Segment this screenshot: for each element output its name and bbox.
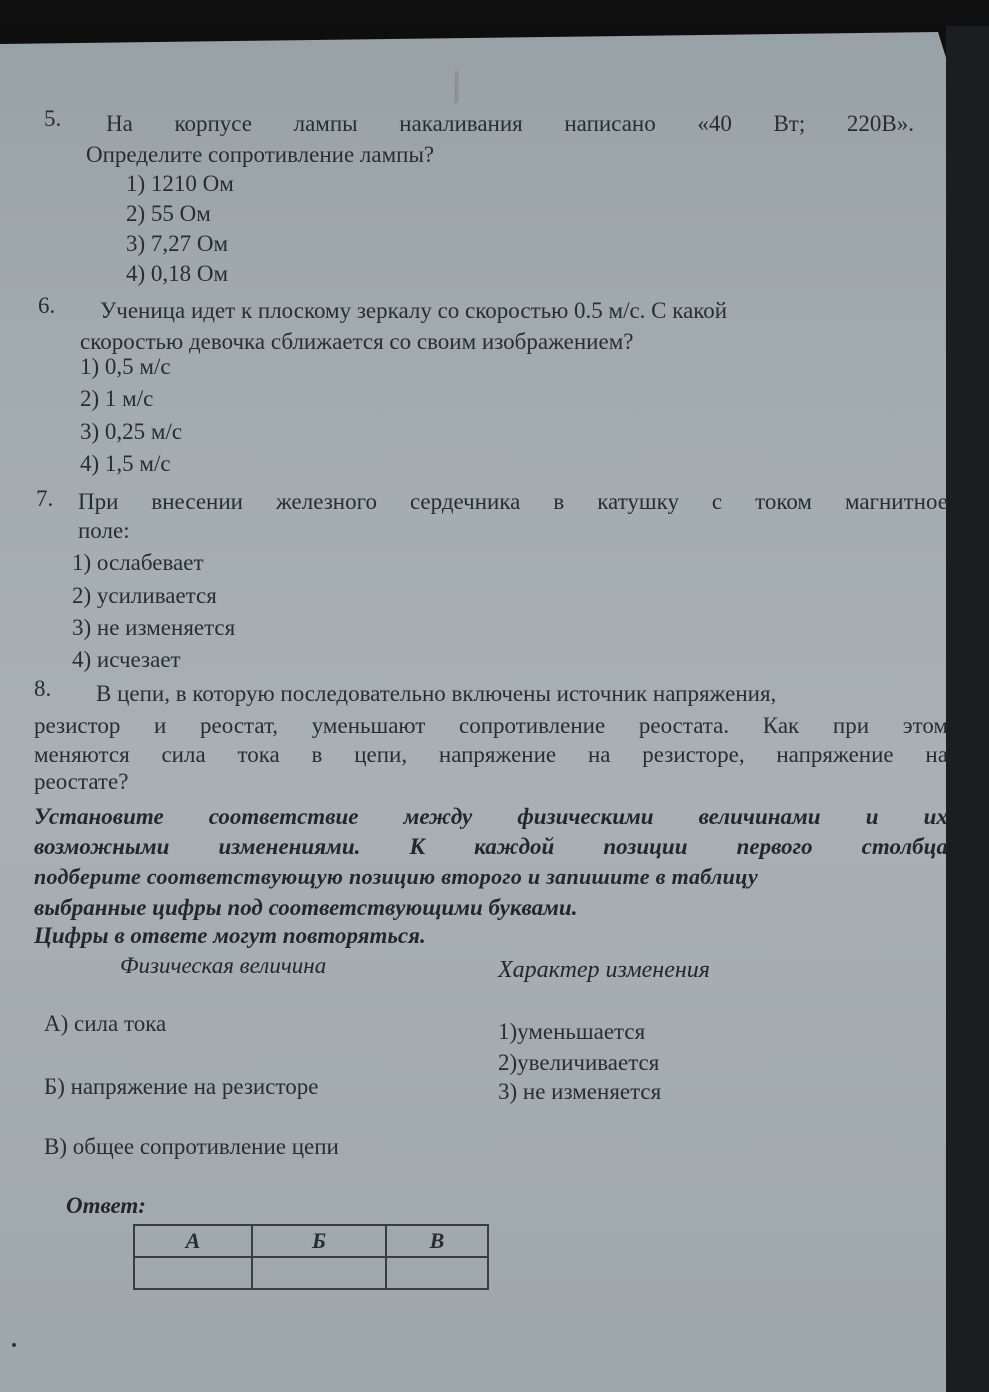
q8-line2: резистор и реостат, уменьшают сопротивление реостата. Как при этом bbox=[34, 713, 948, 738]
answer-table bbox=[133, 1224, 489, 1290]
answer-cell-v[interactable] bbox=[386, 1257, 488, 1289]
right-item-2: 2)увеличивается bbox=[498, 1050, 660, 1075]
q5-line2: Определите сопротивление лампы? bbox=[86, 142, 435, 167]
q5-option-2: 2) 55 Ом bbox=[126, 201, 211, 226]
q8-number: 8. bbox=[34, 676, 52, 701]
q8-instruction-line1: Установите соответствие между физическими величинами и их bbox=[34, 804, 948, 829]
q7-option-3: 3) не изменяется bbox=[72, 615, 236, 640]
q6-line2: скоростью девочка сближается со своим изображением? bbox=[80, 329, 634, 354]
q7-line2: поле: bbox=[78, 518, 130, 543]
right-dark-edge bbox=[946, 26, 989, 1392]
q8-line3: меняются сила тока в цепи, напряжение на резисторе, напряжение на bbox=[34, 742, 948, 767]
q6-option-1: 1) 0,5 м/с bbox=[80, 354, 171, 379]
left-item-b: Б) напряжение на резисторе bbox=[44, 1074, 319, 1099]
left-item-v: В) общее сопротивление цепи bbox=[44, 1134, 339, 1159]
q6-line1: Ученица идет к плоскому зеркалу со скоростью 0.5 м/с. С какой bbox=[100, 298, 728, 323]
left-item-a: А) сила тока bbox=[44, 1011, 167, 1036]
answer-cell-b[interactable] bbox=[252, 1257, 386, 1289]
q7-number: 7. bbox=[36, 486, 54, 511]
answer-label: Ответ: bbox=[66, 1193, 146, 1218]
column-header-physical-quantity: Физическая величина bbox=[120, 953, 327, 978]
q5-option-4: 4) 0,18 Ом bbox=[126, 261, 229, 286]
answer-header-v: В bbox=[386, 1225, 488, 1257]
q5-option-3: 3) 7,27 Ом bbox=[126, 231, 229, 256]
column-header-change-type: Характер изменения bbox=[498, 957, 710, 983]
q8-line4: реостате? bbox=[34, 769, 129, 794]
answer-header-a: А bbox=[134, 1225, 252, 1257]
q6-option-4: 4) 1,5 м/с bbox=[80, 451, 171, 476]
q6-option-3: 3) 0,25 м/с bbox=[80, 419, 183, 444]
q8-line1: В цепи, в которую последовательно включены источник напряжения, bbox=[96, 681, 777, 706]
right-item-3: 3) не изменяется bbox=[498, 1079, 662, 1104]
q8-instruction-line2: возможными изменениями. К каждой позиции первого столбца bbox=[34, 834, 948, 859]
q6-option-2: 2) 1 м/с bbox=[80, 386, 154, 411]
q8-instruction-line5: Цифры в ответе могут повторяться. bbox=[34, 923, 426, 948]
top-dark-border bbox=[0, 0, 989, 26]
q5-number: 5. bbox=[44, 106, 62, 131]
answer-header-b: Б bbox=[252, 1225, 386, 1257]
q6-number: 6. bbox=[38, 293, 56, 318]
q7-option-2: 2) усиливается bbox=[72, 583, 217, 608]
faint-stamp-mark: Ⅰ bbox=[450, 63, 463, 114]
q7-line1: При внесении железного сердечника в катушку с током магнитное bbox=[78, 489, 948, 514]
right-item-1: 1)уменьшается bbox=[498, 1019, 646, 1044]
q7-option-1: 1) ослабевает bbox=[72, 550, 204, 575]
q8-instruction-line3: подберите соответствующую позицию второго и запишите в таблицу bbox=[34, 864, 759, 889]
q8-instruction-line4: выбранные цифры под соответствующими буквами. bbox=[34, 895, 578, 920]
q5-option-1: 1) 1210 Ом bbox=[126, 171, 234, 196]
speck bbox=[12, 1343, 16, 1347]
answer-cell-a[interactable] bbox=[134, 1257, 252, 1289]
q5-line1: На корпусе лампы накаливания написано «40 Вт; 220В». bbox=[106, 111, 914, 136]
q7-option-4: 4) исчезает bbox=[72, 647, 181, 672]
